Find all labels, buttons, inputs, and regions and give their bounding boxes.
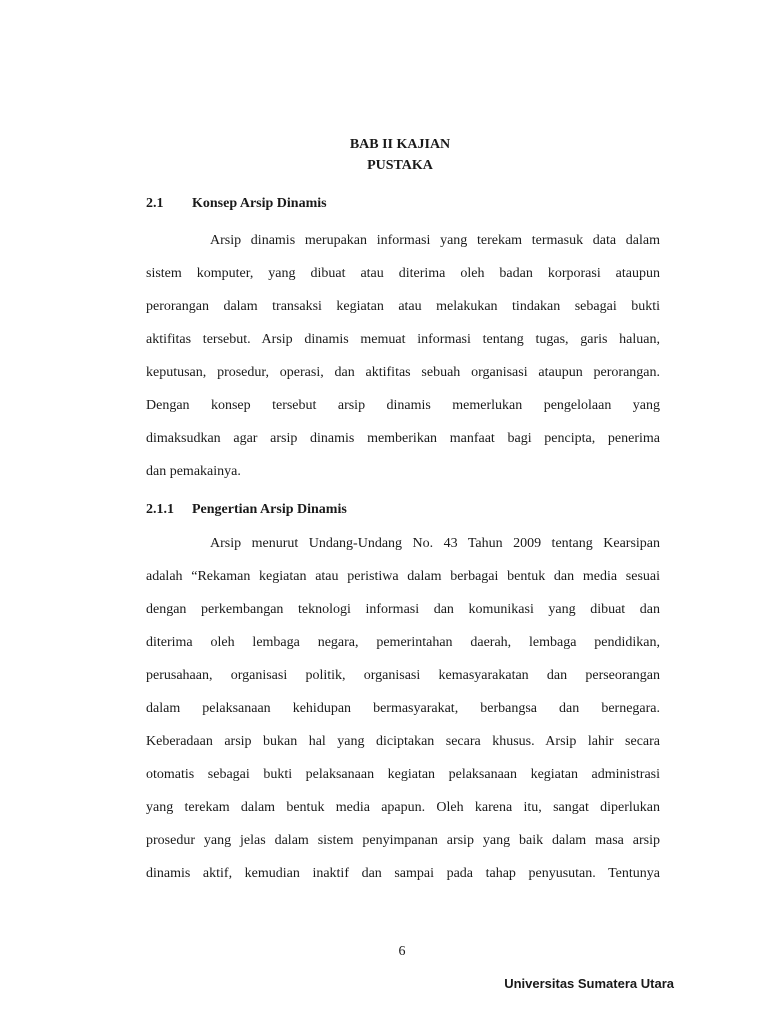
section-number: 2.1.1	[146, 502, 174, 517]
paragraph-line: dengan perkembangan teknologi informasi dan komunikasi yang dibuat dan	[146, 602, 660, 617]
paragraph-line: perusahaan, organisasi politik, organisasi kemasyarakatan dan perseorangan	[146, 668, 660, 683]
chapter-title-line-1: BAB II KAJIAN	[349, 137, 451, 152]
paragraph-line: perorangan dalam transaksi kegiatan atau melakukan tindakan sebagai bukti	[146, 299, 660, 314]
chapter-title-line-2: PUSTAKA	[367, 158, 433, 173]
section-title: Konsep Arsip Dinamis	[192, 196, 327, 211]
paragraph-line: yang terekam dalam bentuk media apapun. Oleh karena itu, sangat diperlukan	[146, 800, 660, 815]
paragraph-line: aktifitas tersebut. Arsip dinamis memuat informasi tentang tugas, garis haluan,	[146, 332, 660, 347]
paragraph-line: sistem komputer, yang dibuat atau diterima oleh badan korporasi ataupun	[146, 266, 660, 281]
chapter-title	[0, 134, 768, 176]
paragraph-line: Arsip dinamis merupakan informasi yang terekam termasuk data dalam	[210, 233, 660, 248]
paragraph-line: Arsip menurut Undang-Undang No. 43 Tahun 2009 tentang Kearsipan	[210, 536, 660, 551]
footer-institution: Universitas Sumatera Utara	[504, 976, 674, 991]
paragraph-pengertian-arsip	[146, 527, 660, 890]
section-heading-2-1	[146, 194, 327, 214]
paragraph-line: dan pemakainya.	[146, 464, 241, 479]
paragraph-line: diterima oleh lembaga negara, pemerintahan daerah, lembaga pendidikan,	[146, 635, 660, 650]
paragraph-line: dinamis aktif, kemudian inaktif dan sampai pada tahap penyusutan. Tentunya	[146, 866, 660, 881]
paragraph-line: Dengan konsep tersebut arsip dinamis memerlukan pengelolaan yang	[146, 398, 660, 413]
paragraph-line: dimaksudkan agar arsip dinamis memberikan manfaat bagi pencipta, penerima	[146, 431, 660, 446]
paragraph-line: keputusan, prosedur, operasi, dan aktifitas sebuah organisasi ataupun perorangan.	[146, 365, 660, 380]
page-number: 6	[398, 944, 406, 959]
paragraph-line: adalah “Rekaman kegiatan atau peristiwa dalam berbagai bentuk dan media sesuai	[146, 569, 660, 584]
paragraph-line: dalam pelaksanaan kehidupan bermasyarakat, berbangsa dan bernegara.	[146, 701, 660, 716]
paragraph-line: prosedur yang jelas dalam sistem penyimpanan arsip yang baik dalam masa arsip	[146, 833, 660, 848]
section-number: 2.1	[146, 196, 164, 211]
paragraph-line: otomatis sebagai bukti pelaksanaan kegiatan pelaksanaan kegiatan administrasi	[146, 767, 660, 782]
paragraph-line: Keberadaan arsip bukan hal yang diciptakan secara khusus. Arsip lahir secara	[146, 734, 660, 749]
section-heading-2-1-1	[146, 500, 347, 520]
section-title: Pengertian Arsip Dinamis	[192, 502, 347, 517]
paragraph-konsep-arsip	[146, 224, 660, 488]
